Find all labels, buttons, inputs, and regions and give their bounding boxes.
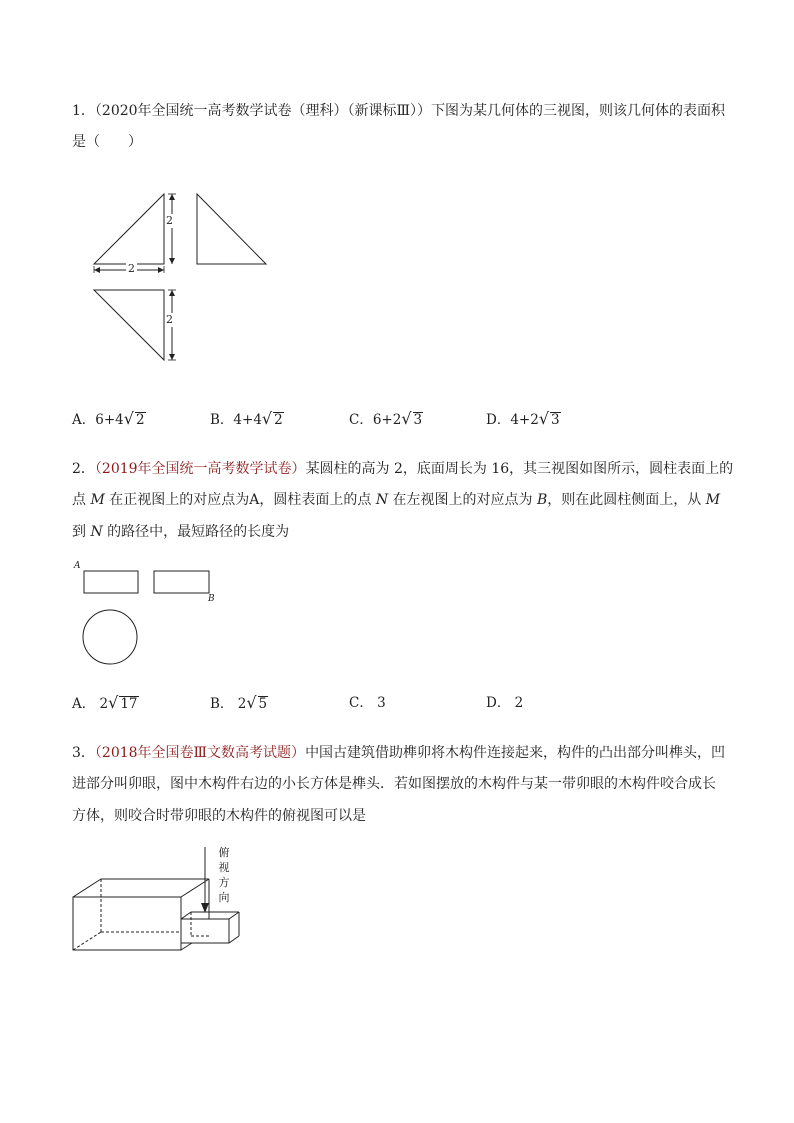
q2-option-c-value: 3 <box>377 695 386 711</box>
q1-option-c-coef: 6+2 <box>372 412 402 428</box>
q2-line1-rest: 某圆柱的高为 2，底面周长为 16，其三视图如图所示，圆柱表面上的 <box>305 461 734 477</box>
q2-var-m: M <box>90 492 105 508</box>
q2-option-a-radicand: 17 <box>120 696 138 712</box>
q1-line-1 <box>72 101 725 121</box>
q2-var-m-2: M <box>705 492 721 508</box>
q1-dim-label-front-width: 2 <box>128 262 135 275</box>
q2-point-a-label: A <box>74 561 81 571</box>
q2-option-d[interactable] <box>486 693 523 713</box>
q1-option-b-coef: 4+4 <box>233 412 262 428</box>
q1-option-a[interactable]: A．6+4√ 2 <box>72 409 145 428</box>
q3-direction-label-3: 方 <box>218 876 230 889</box>
q2-option-c-letter: C． <box>349 695 373 711</box>
q1-option-c-radicand: 3 <box>413 412 423 428</box>
q1-option-d-coef: 4+2 <box>510 412 539 428</box>
q3-direction-label-1: 俯 <box>218 846 230 859</box>
q1-option-b-letter: B． <box>210 412 234 428</box>
q1-option-a-coef: 6+4 <box>95 412 124 428</box>
q1-option-b[interactable]: B．4+4√ 2 <box>210 409 283 428</box>
q2-source: （2019年全国统一高考数学试卷） <box>94 461 306 477</box>
q2-option-d-value: 2 <box>514 695 524 711</box>
q3-line2: 进部分叫卯眼，图中木构件右边的小长方体是榫头．若如图摆放的木构件与某一带卯眼的木构件咬合成长 <box>72 776 716 792</box>
q1-option-c[interactable]: C．6+2√ 3 <box>349 409 423 428</box>
q1-option-d[interactable]: D．4+2√ 3 <box>486 409 560 428</box>
q3-line3: 方体，则咬合时带卯眼的木构件的俯视图可以是 <box>72 808 366 824</box>
q1-stem-b: 是（ ） <box>72 134 142 150</box>
q2-line3-a: 到 <box>72 524 86 540</box>
q1-stem-a: 下图为某几何体的三视图，则该几何体的表面积 <box>431 103 726 119</box>
q2-option-b-coef: 2 <box>237 696 247 712</box>
q3-line-1 <box>72 743 725 763</box>
q2-line3-b: 的路径中，最短路径的长度为 <box>107 524 290 540</box>
q1-line-2 <box>72 132 142 152</box>
q2-point-b-label: B <box>208 594 215 604</box>
q2-var-n-2: N <box>90 524 103 540</box>
q1-option-d-radicand: 3 <box>551 412 560 428</box>
q2-line2-b: 在正视图上的对应点为A，圆柱表面上的点 <box>109 492 372 508</box>
q1-dim-label-top-height: 2 <box>166 313 173 326</box>
q2-option-b-letter: B． <box>210 696 234 712</box>
q2-side-view-rect <box>154 571 209 593</box>
q2-var-n: N <box>375 492 389 508</box>
q1-option-b-radicand: 2 <box>274 412 283 428</box>
q3-source: （2018年全国卷Ⅲ文数高考试题） <box>94 745 306 761</box>
q2-option-d-letter: D． <box>486 695 511 711</box>
q1-dim-label-front-height: 2 <box>166 214 173 227</box>
q1-source: （2020年全国统一高考数学试卷（理科）（新课标Ⅲ）） <box>94 103 432 119</box>
q1-option-d-letter: D． <box>486 412 511 428</box>
q2-option-b-radicand: 5 <box>258 696 268 712</box>
q2-var-b: B <box>536 492 548 508</box>
q2-line2-a: 点 <box>72 492 86 508</box>
q1-option-a-radicand: 2 <box>135 412 145 428</box>
q1-number: 1． <box>72 103 95 119</box>
q2-front-view-rect <box>84 571 138 593</box>
q2-line-3 <box>72 522 289 542</box>
q3-direction-label-2: 视 <box>218 861 230 874</box>
q1-top-view-triangle <box>94 290 164 360</box>
q2-three-view-figure <box>76 565 226 665</box>
q1-option-c-letter: C． <box>349 412 373 428</box>
q2-option-a[interactable]: A． 2√ 17 <box>72 693 138 712</box>
q3-tenon-box <box>181 912 239 943</box>
q1-option-a-letter: A． <box>72 412 96 428</box>
q2-option-a-letter: A． <box>72 696 96 712</box>
q1-side-view-triangle <box>197 194 266 264</box>
q3-direction-label-4: 向 <box>218 891 230 904</box>
q3-line-3 <box>72 806 366 826</box>
q2-line2-c: 在左视图上的对应点为 <box>392 492 533 508</box>
q2-number: 2． <box>72 461 95 477</box>
q3-line1-rest: 中国古建筑借助榫卯将木构件连接起来，构件的凸出部分叫榫头，凹 <box>305 745 726 761</box>
q2-line2-d: ，则在此圆柱侧面上，从 <box>547 492 702 508</box>
q2-option-a-coef: 2 <box>99 696 109 712</box>
q1-front-view-triangle <box>94 194 164 264</box>
q3-number: 3． <box>72 745 95 761</box>
q2-option-b[interactable]: B． 2√ 5 <box>210 693 268 712</box>
q2-line-1 <box>72 459 733 479</box>
q1-three-view-figure <box>88 188 288 368</box>
q2-line-2 <box>72 490 720 510</box>
q2-top-view-circle <box>83 610 137 664</box>
q3-line-2 <box>72 774 716 794</box>
q2-option-c[interactable] <box>349 693 386 713</box>
